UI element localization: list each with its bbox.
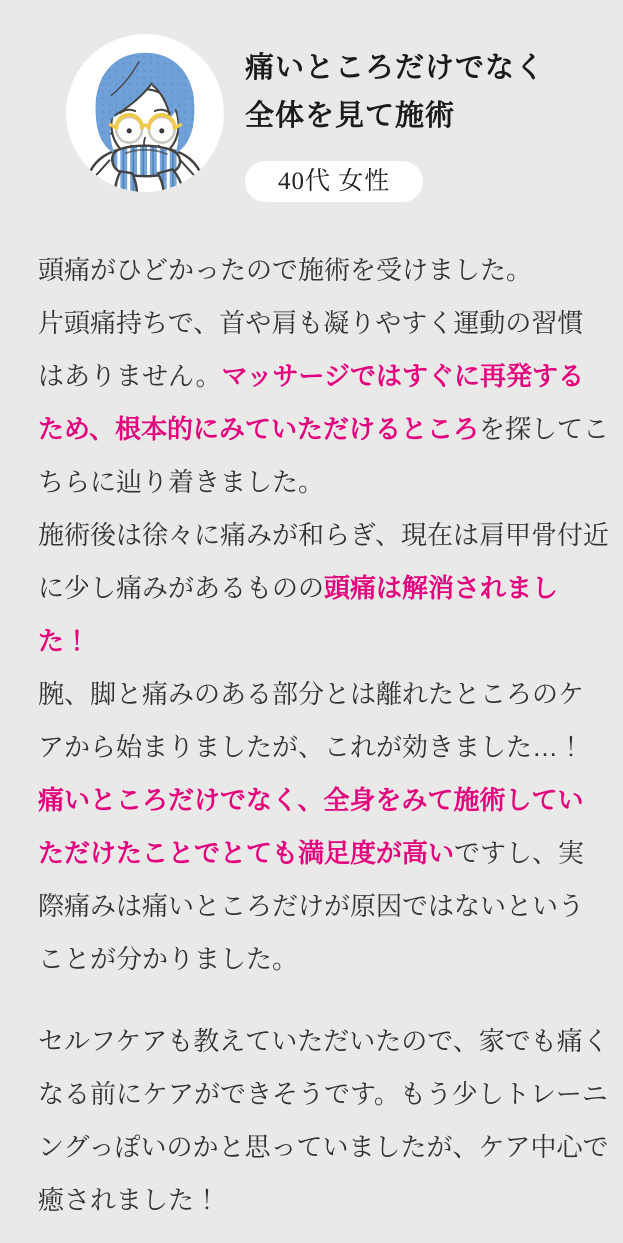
testimonial-header — [0, 0, 623, 202]
testimonial-body — [0, 244, 623, 1227]
testimonial-title — [245, 44, 545, 140]
highlight-run: 頭痛は解消されました！ — [38, 573, 559, 656]
text-run: ですし、実際痛みは痛いところだけが原因ではないということが分かりました。 — [38, 838, 585, 974]
review-paragraph-2: セルフケアも教えていただいたので、家でも痛くなる前にケアができそうです。もう少しトレーニングっぽいのかと思っていましたが、ケア中心で癒されました！ — [38, 1026, 609, 1215]
text-run: 施術後は徐々に痛みが和らぎ、現在は肩甲骨付近に少し痛みがあるものの — [38, 520, 609, 603]
highlight-run: 痛いところだけでなく、全身をみて施術していただけたことでとても満足度が高い — [38, 785, 584, 868]
age-gender-badge: 40代 女性 — [245, 161, 423, 202]
text-run: 片頭痛持ちで、首や肩も凝りやすく運動の習慣はありません。 — [38, 308, 584, 391]
text-run: を探してこちらに辿り着きました。 — [38, 414, 609, 497]
review-paragraph-1 — [38, 244, 609, 986]
title-line-2: 全体を見て施術 — [245, 100, 456, 132]
text-run: 腕、脚と痛みのある部分とは離れたところのケアから始まりましたが、これが効きました…！ — [38, 679, 585, 762]
customer-avatar — [66, 34, 224, 192]
title-line-1: 痛いところだけでなく — [245, 52, 546, 84]
text-run: 頭痛がひどかったので施術を受けました。 — [38, 255, 533, 285]
woman-avatar-illustration — [66, 34, 224, 192]
header-text-column — [245, 44, 545, 202]
highlight-run: マッサージではすぐに再発するため、根本的にみていただけるところ — [38, 361, 585, 444]
